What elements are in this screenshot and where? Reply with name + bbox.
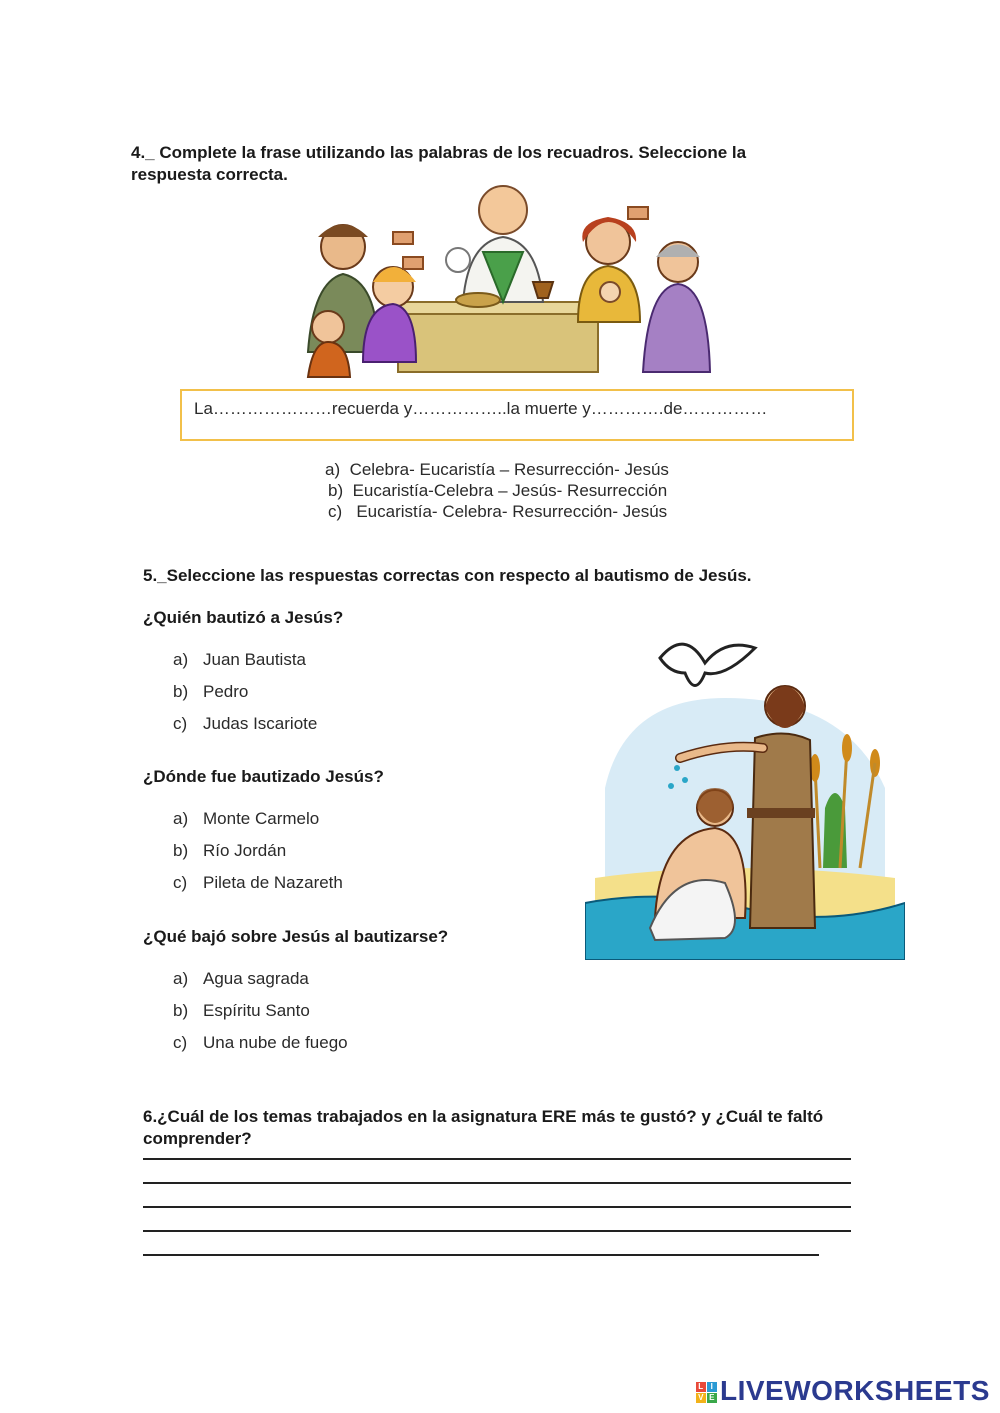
question-5-title: 5._Seleccione las respuestas correctas con respecto al bautismo de Jesús.: [143, 566, 752, 585]
sub-question-where: ¿Dónde fue bautizado Jesús?: [143, 767, 384, 786]
answer-line[interactable]: [143, 1158, 851, 1160]
option-judas[interactable]: c) Judas Iscariote: [173, 714, 318, 733]
option-b[interactable]: b) Eucaristía-Celebra – Jesús- Resurrección: [328, 481, 668, 500]
baptism-illustration: [585, 628, 905, 960]
option-pedro[interactable]: b) Pedro: [173, 682, 249, 701]
option-a[interactable]: a) Celebra- Eucaristía – Resurrección- Jesús: [325, 460, 669, 479]
option-espiritu-santo[interactable]: b) Espíritu Santo: [173, 1001, 310, 1020]
liveworksheets-logo: L I V E LIVEWORKSHEETS: [696, 1375, 990, 1407]
answer-lines[interactable]: [143, 1158, 853, 1256]
question-4-title: 4._ Complete la frase utilizando las palabras de los recuadros. Seleccione la respuesta correcta.: [131, 143, 747, 184]
answer-line[interactable]: [143, 1206, 851, 1208]
question-6-title: 6.¿Cuál de los temas trabajados en la asignatura ERE más te gustó? y ¿Cuál te faltó comprender?: [143, 1107, 824, 1148]
answer-line[interactable]: [143, 1230, 851, 1232]
option-rio-jordan[interactable]: b) Río Jordán: [173, 841, 287, 860]
answer-line[interactable]: [143, 1254, 819, 1256]
option-pileta[interactable]: c) Pileta de Nazareth: [173, 873, 343, 892]
sentence-text: La…………………recuerda y……………..la muerte y………….de……………: [194, 399, 768, 418]
eucharist-illustration: [298, 182, 718, 382]
sub-question-what: ¿Qué bajó sobre Jesús al bautizarse?: [143, 927, 449, 946]
option-nube-de-fuego[interactable]: c) Una nube de fuego: [173, 1033, 348, 1052]
option-agua-sagrada[interactable]: a) Agua sagrada: [173, 969, 309, 988]
option-monte-carmelo[interactable]: a) Monte Carmelo: [173, 809, 320, 828]
sentence-box: [180, 389, 854, 441]
sub-question-who: ¿Quién bautizó a Jesús?: [143, 608, 344, 627]
option-c[interactable]: c) Eucaristía- Celebra- Resurrección- Jesús: [328, 502, 668, 521]
question-4-options: [300, 459, 740, 522]
logo-mark-icon: L I V E: [696, 1382, 717, 1403]
answer-line[interactable]: [143, 1182, 851, 1184]
option-juan-bautista[interactable]: a) Juan Bautista: [173, 650, 307, 669]
